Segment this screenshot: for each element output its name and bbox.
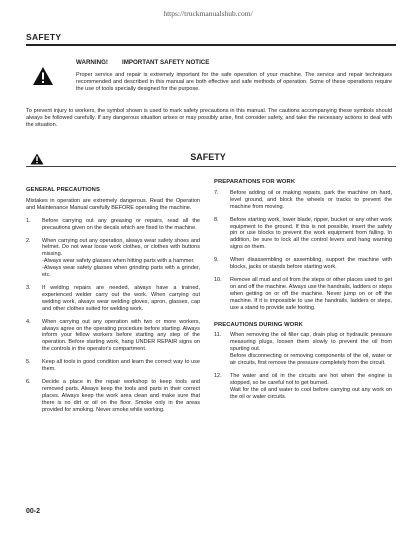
list-item xyxy=(214,277,392,312)
header-rule xyxy=(26,44,396,46)
item-text: Before adding oil or making repairs, park the machine on hard, level ground, and block the wheels or tracks to prevent the machine from moving. xyxy=(230,189,392,210)
list-item xyxy=(26,218,200,232)
general-precautions-heading: GENERAL PRECAUTIONS xyxy=(26,187,100,193)
item-number: 10. xyxy=(214,276,222,283)
during-work-list xyxy=(214,332,392,400)
item-text: Before starting work, lower blade, ripper, bucket or any other work equipment to the ground. If this is not possible, insert the safety pin or use blocks to prevent the work equipment from falling. In addition, be sure to lock all the control levers and hang warning signs on them. xyxy=(230,216,392,251)
warning-triangle-icon xyxy=(32,66,54,86)
item-text: Decide a place in the repair workshop to keep tools and removed parts. Always keep the tools and parts in their correct places. Always keep the work area clean and make sure that there is no dirt or oil on the floor. Smoke only in the areas provided for smoking. Never smoke while working. xyxy=(42,378,200,413)
general-list xyxy=(26,218,200,414)
item-number: 5. xyxy=(26,359,31,366)
list-item xyxy=(26,359,200,373)
item-text: When carrying out any operation, always wear safety shoes and helmet. Do not wear loose work clothes, or clothes with buttons missing. -Always wear safety glasses when hitting parts with a hammer. -Always wear safety glasses when grinding parts with a grinder, etc. xyxy=(42,237,200,279)
safety-section-title: SAFETY xyxy=(190,152,226,162)
page-number: 00-2 xyxy=(26,508,41,515)
list-item xyxy=(214,373,392,401)
safety-rule xyxy=(26,166,396,167)
item-number: 6. xyxy=(26,378,31,385)
list-item xyxy=(26,285,200,313)
right-column xyxy=(214,173,392,407)
intro-paragraph: To prevent injury to workers, the symbol shown is used to mark safety precautions in this manual. The cautions accompanying these symbols should always be followed carefully. If any dangerous situation arises or may possibly arise, first consider safety, and take the necessary actions to deal with the situation. xyxy=(26,108,392,128)
warning-body: Proper service and repair is extremely important for the safe operation of your machine. The service and repair techniques recommended and described in this manual are both effective and safe methods of operation. Some of these operations require the use of tools specially designed for the purpose. xyxy=(76,72,392,92)
item-text: When carrying out any operation with two or more workers, always agree on the operating procedure before starting. Always inform your fellow workers before starting any step of the operation. Before starting work, hang UNDER REPAIR signs on the controls in the operator's compartment. xyxy=(42,318,200,353)
source-url[interactable]: https://truckmanualshub.com/ xyxy=(163,9,253,18)
page-header-title: SAFETY xyxy=(26,32,62,42)
item-number: 9. xyxy=(214,257,219,264)
left-column xyxy=(26,173,200,419)
during-work-heading: PRECAUTIONS DURING WORK xyxy=(214,321,303,328)
item-number: 7. xyxy=(214,189,219,196)
warning-title: IMPORTANT SAFETY NOTICE xyxy=(121,59,210,66)
item-text: The water and oil in the circuits are hot when the engine is stopped, so be careful not to get burned. Wait for the oil and water to cool before carrying out any work on the oil or water circuits. xyxy=(230,372,392,400)
item-number: 2. xyxy=(26,237,31,244)
item-number: 12. xyxy=(214,372,222,379)
list-item xyxy=(26,379,200,414)
item-text: Remove all mud and oil from the steps or other places used to get on and off the machine. Always use the handrails, ladders or steps when getting on or off the machine. Never jump on or off the machine. If it is impossible to use the handrails, ladders or steps, use a stand to provide safe footing. xyxy=(230,276,392,311)
preparations-list xyxy=(214,190,392,312)
item-number: 4. xyxy=(26,318,31,325)
warning-label: WARNING! xyxy=(76,59,108,66)
item-text: When disassembling or assembling, support the machine with blocks, jacks or stands before starting work. xyxy=(230,257,392,271)
general-intro: Mistakes in operation are extremely dangerous. Read the Operation and Maintenance Manual carefully BEFORE operating the machine. xyxy=(26,197,200,211)
item-text: If welding repairs are needed, always have a trained, experienced welder carry out the work. When carrying out welding work, always wear welding gloves, apron, glasses, cap and other clothes suited for welding work. xyxy=(42,284,200,312)
item-number: 3. xyxy=(26,284,31,291)
preparations-heading: PREPARATIONS FOR WORK xyxy=(214,179,296,185)
item-number: 11. xyxy=(214,332,222,339)
item-text: Before carrying out any greasing or repairs, read all the precautions given on the decals which are fixed to the machine. xyxy=(42,217,200,231)
item-number: 1. xyxy=(26,217,31,224)
list-item xyxy=(214,257,392,271)
list-item xyxy=(26,238,200,279)
warning-heading xyxy=(76,59,223,66)
item-text: Keep all tools in good condition and learn the correct way to use them. xyxy=(42,359,200,373)
item-text: When removing the oil filler cap, drain plug or hydraulic pressure measuring plugs, loosen them slowly to prevent the oil from spurting out. Before disconnecting or removing components of the oil, water or air circuits, first remove the pressure completely from the circuit. xyxy=(230,332,392,367)
list-item xyxy=(26,319,200,354)
list-item xyxy=(214,217,392,252)
list-item xyxy=(214,332,392,367)
list-item xyxy=(214,190,392,211)
item-number: 8. xyxy=(214,216,219,223)
